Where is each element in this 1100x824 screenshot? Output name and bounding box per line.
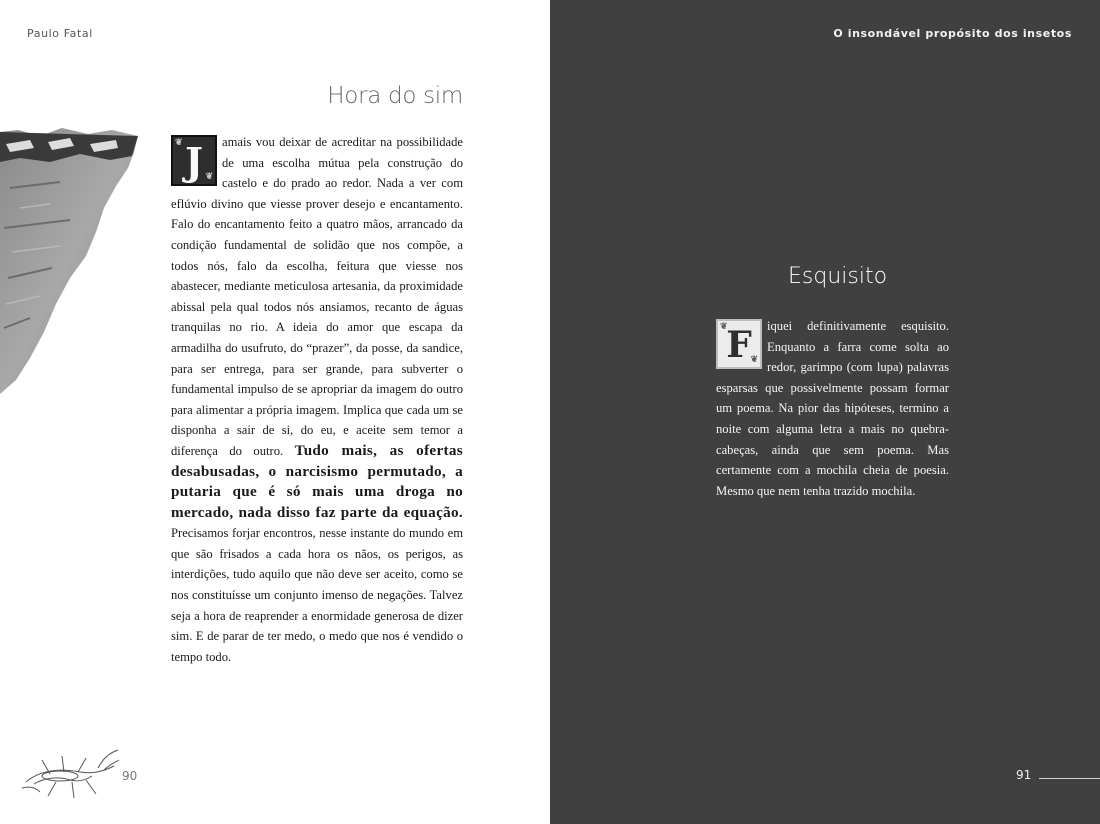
body-paragraph-start: amais vou deixar de acreditar na possibilidade de uma escolha mútua pela construção do castelo e do prado ao redor. Nada a ver com eflúvio divino que viesse prover desejo e encantamento. Falo do encantamento feito a quatro mãos, arrancado da condição fundamental de solidão que nos compõe, a todos nós, falo da escolha, feitura que viesse nos abastecer, mediante meticulosa artesania, da proximidade abissal pela qual todos nós ansiamos, recanto de águas tranquilas no rio. A ideia do amor que escapa da armadilha do usufruto, do “prazer”, da posse, da sandice, para ser entrega, para ser grande, para subverter o fundamental impulso de se apropriar da imagem do outro para alimentar a própria imagem. Implica que cada um se disponha a sair de si, do eu, e aceite sem temor a diferença do outro.: [171, 135, 463, 458]
body-bold-passage: Tudo mais, as ofertas desabusadas, o narcisismo permutado, a putaria que é só mais uma droga no mercado, nada disso faz parte da equação.: [171, 441, 463, 521]
dropcap: ❦ F ❦: [716, 319, 762, 369]
page-title: Hora do sim: [327, 83, 463, 109]
running-head-book-title: O insondável propósito dos insetos: [833, 27, 1072, 40]
torn-rock-image: [0, 128, 140, 398]
body-text: [171, 132, 463, 667]
page-number: 90: [122, 769, 138, 783]
folio-rule: [1039, 778, 1100, 779]
running-head-author: Paulo Fatal: [27, 27, 93, 40]
body-paragraph-end: Precisamos forjar encontros, nesse instante do mundo em que são frisados a cada hora os nãos, os perigos, as interdições, tudo aquilo que não deve ser aceito, como se nos constituísse um conjunto imenso de negações. Talvez seja a hora de reaprender a enormidade generosa de dizer sim. E de parar de ter medo, o medo que nos é vendido o tempo todo.: [171, 526, 463, 664]
page-number: 91: [1016, 768, 1032, 782]
right-page: [550, 0, 1100, 824]
page-title: Esquisito: [788, 264, 888, 289]
insect-illustration: [20, 742, 120, 802]
body-text: [716, 316, 949, 501]
dropcap: ❦ J ❦: [171, 135, 217, 186]
body-paragraph: iquei definitivamente esquisito. Enquanto a farra come solta ao redor, garimpo (com lupa) palavras esparsas que possivelmente possam formar um poema. Na pior das hipóteses, termino a noite com alguma letra a mais no quebra-cabeças, ainda que sem poema. Mas certamente com a mochila cheia de poesia. Mesmo que nem tenha trazido mochila.: [716, 319, 949, 498]
